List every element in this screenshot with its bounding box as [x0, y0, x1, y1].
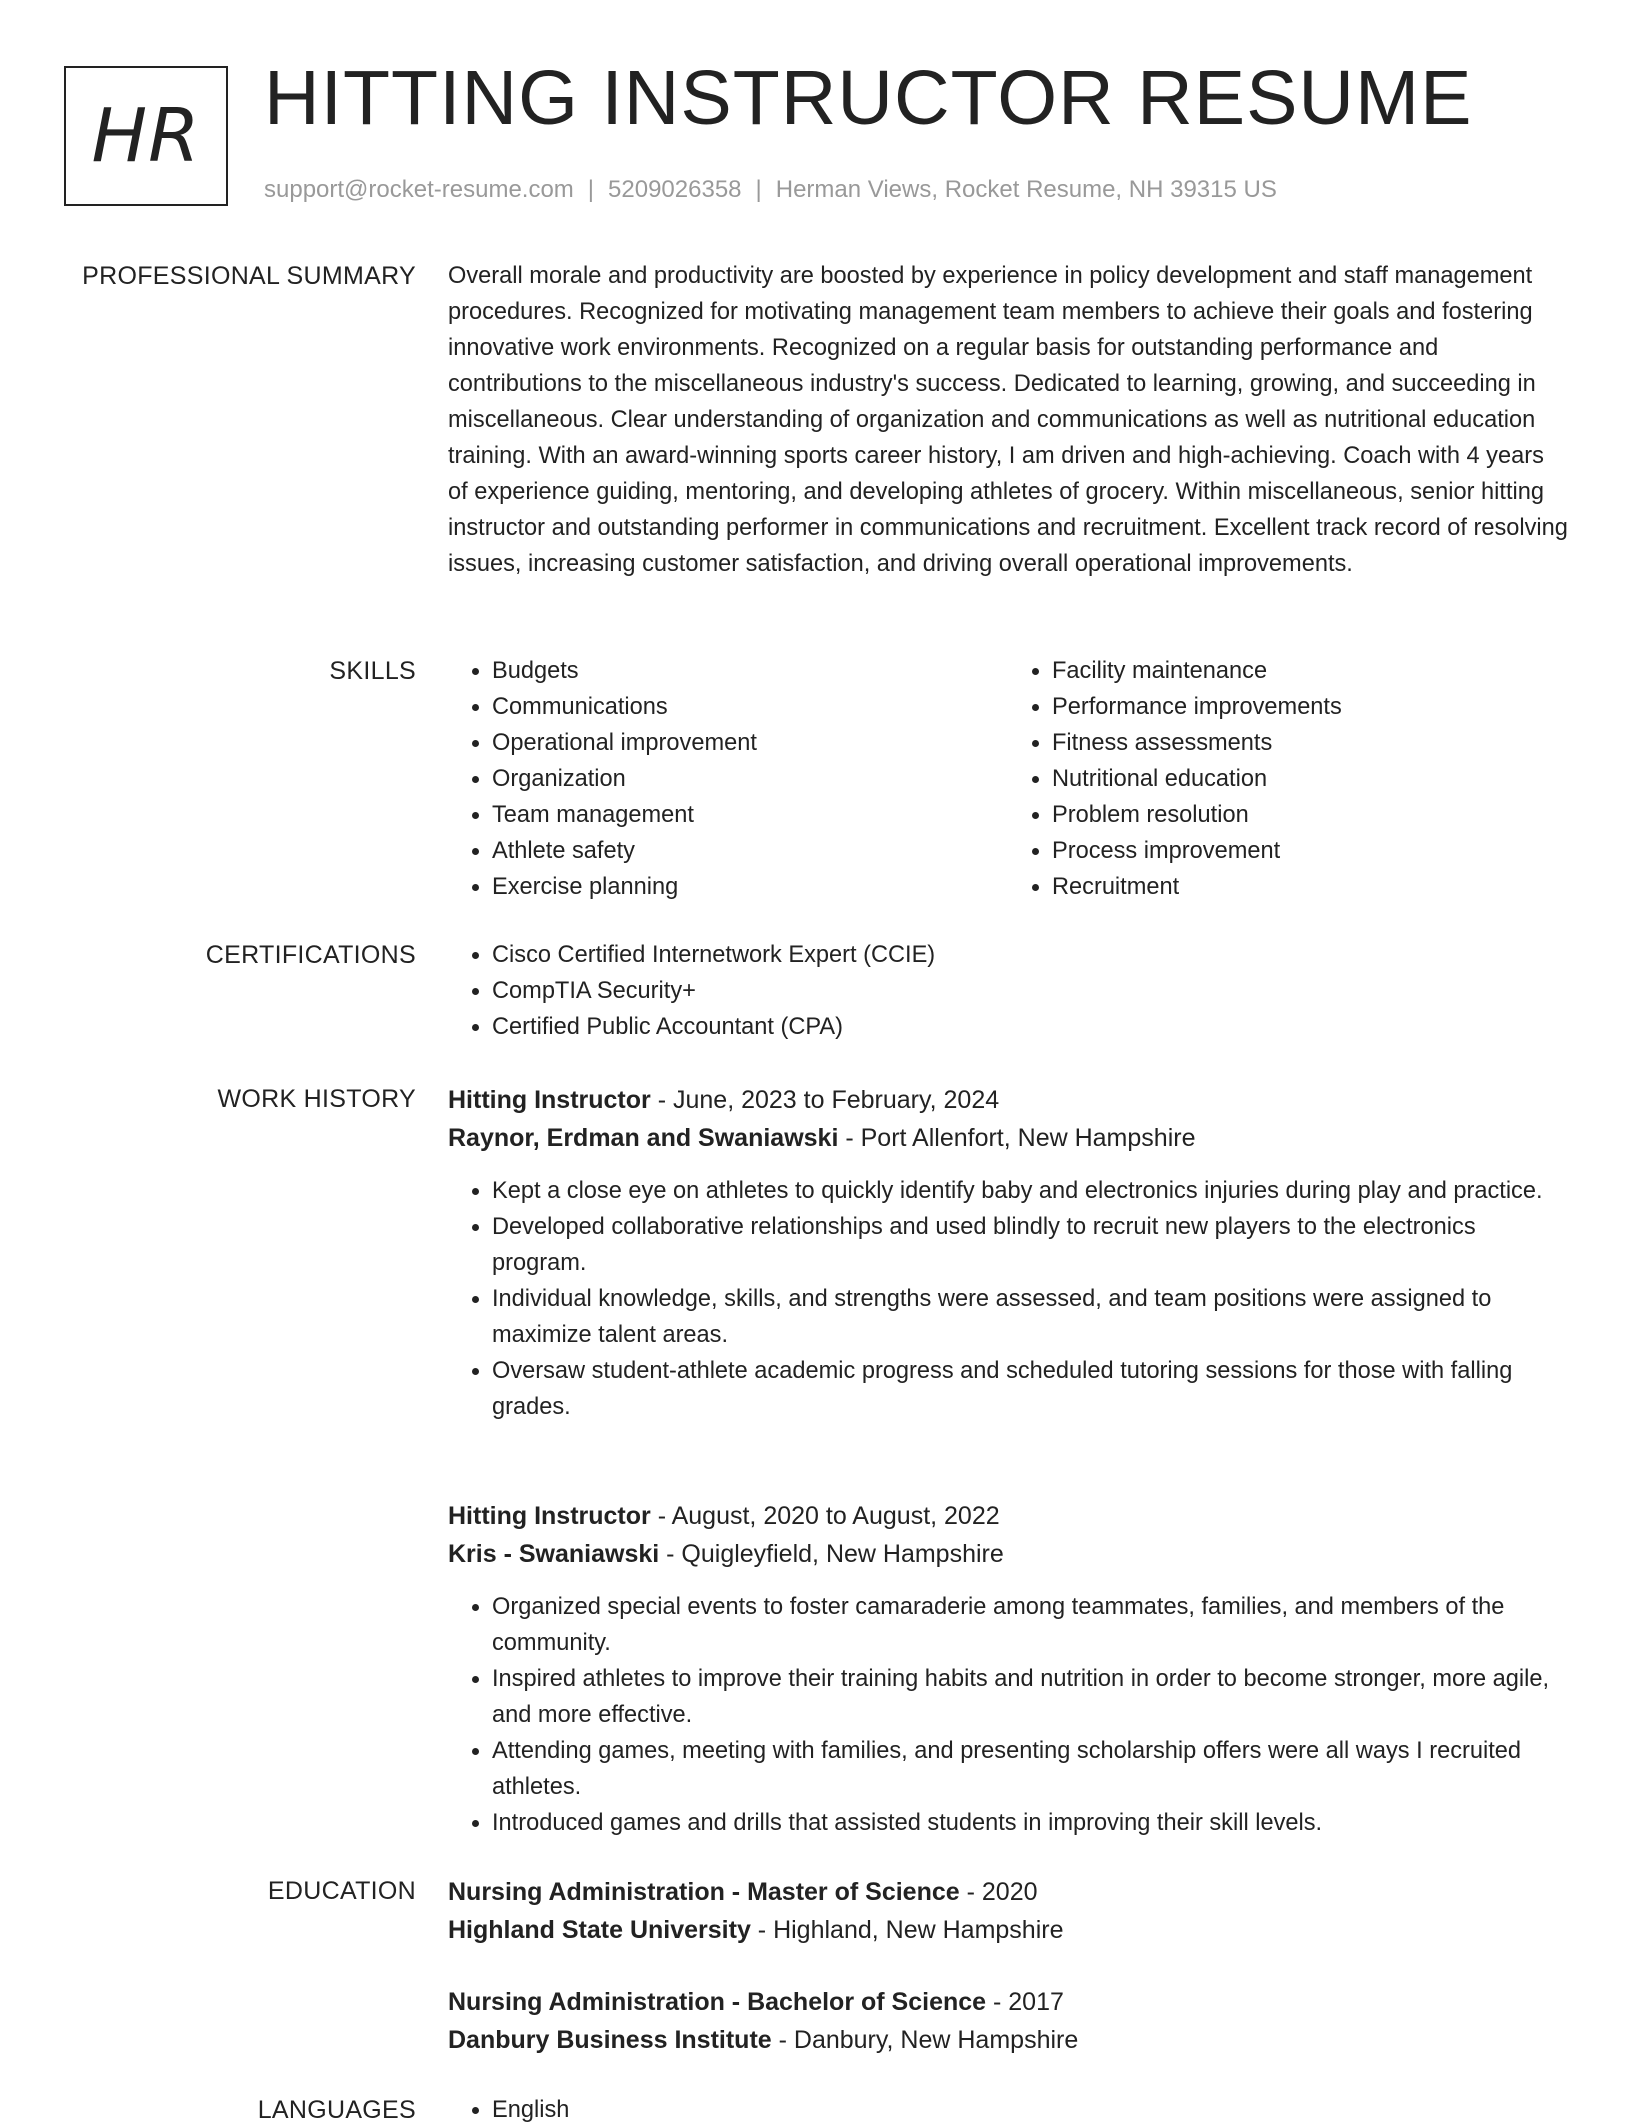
degree-name: Nursing Administration - Master of Science [448, 1878, 960, 1906]
education-entry [448, 1983, 1568, 2059]
school-location: - Danbury, New Hampshire [771, 2026, 1079, 2054]
languages-list [448, 2092, 1568, 2128]
skill-item: • Team management [492, 797, 1008, 833]
contact-phone[interactable]: 5209026358 [608, 176, 742, 203]
job-title: Hitting Instructor [448, 1502, 651, 1530]
skill-item: • Operational improvement [492, 725, 1008, 761]
skills-heading: SKILLS [329, 657, 416, 685]
work-history-heading: WORK HISTORY [217, 1085, 416, 1113]
certification-item: • CompTIA Security+ [492, 973, 1568, 1009]
job-duty: • Attending games, meeting with families, and presenting scholarship offers were all ways I recruited athletes. [492, 1733, 1568, 1805]
school-line [448, 1911, 1568, 1949]
job-entry [448, 1497, 1568, 1841]
summary-heading: PROFESSIONAL SUMMARY [82, 262, 416, 290]
job-duty: • Developed collaborative relationships and used blindly to recruit new players to the electronics program. [492, 1209, 1568, 1281]
job-dates: - June, 2023 to February, 2024 [650, 1086, 1000, 1114]
summary-text: Overall morale and productivity are boosted by experience in policy development and staff management procedures. Recognized for motivating management team members to achieve their goals and fostering innovative work environments. Recognized on a regular basis for outstanding performance and contributions to the miscellaneous industry's success. Dedicated to learning, growing, and succeeding in miscellaneous. Clear understanding of organization and communications as well as nutritional education training. With an award-winning sports career history, I am driven and high-achieving. Coach with 4 years of experience guiding, mentoring, and developing athletes of grocery. Within miscellaneous, senior hitting instructor and outstanding performer in communications and recruitment. Excellent track record of resolving issues, increasing customer satisfaction, and driving overall operational improvements. [448, 263, 1568, 577]
job-duties-list [448, 1589, 1568, 1841]
job-duty: • Introduced games and drills that assisted students in improving their skill levels. [492, 1805, 1568, 1841]
skill-item: • Exercise planning [492, 869, 1008, 905]
skill-item: • Facility maintenance [1052, 653, 1568, 689]
school-location: - Highland, New Hampshire [750, 1916, 1064, 1944]
job-duties-list [448, 1173, 1568, 1425]
job-company: Raynor, Erdman and Swaniawski [448, 1124, 839, 1152]
skill-item: • Organization [492, 761, 1008, 797]
job-title-line [448, 1081, 1568, 1119]
skills-list-left [448, 653, 1008, 905]
certification-item: • Cisco Certified Internetwork Expert (CCIE) [492, 937, 1568, 973]
skill-item: • Athlete safety [492, 833, 1008, 869]
job-location: - Port Allenfort, New Hampshire [838, 1124, 1196, 1152]
job-title: Hitting Instructor [448, 1086, 651, 1114]
skill-item: • Nutritional education [1052, 761, 1568, 797]
job-duty: • Inspired athletes to improve their training habits and nutrition in order to become stronger, more agile, and more effective. [492, 1661, 1568, 1733]
skill-item: • Communications [492, 689, 1008, 725]
job-title-line [448, 1497, 1568, 1535]
certifications-heading: CERTIFICATIONS [205, 941, 416, 969]
school-name: Danbury Business Institute [448, 2026, 772, 2054]
skill-item: • Problem resolution [1052, 797, 1568, 833]
job-company: Kris - Swaniawski [448, 1540, 660, 1568]
school-line [448, 2021, 1568, 2059]
contact-separator: | [587, 176, 595, 203]
contact-line [264, 176, 1277, 204]
degree-year: - 2020 [959, 1878, 1038, 1906]
job-duty: • Organized special events to foster camaraderie among teammates, families, and members of the community. [492, 1589, 1568, 1661]
contact-separator: | [755, 176, 762, 203]
certification-item: • Certified Public Accountant (CPA) [492, 1009, 1568, 1045]
school-name: Highland State University [448, 1916, 751, 1944]
monogram-box [64, 66, 228, 206]
monogram-initials: HR [91, 93, 201, 179]
degree-year: - 2017 [986, 1988, 1064, 2016]
degree-name: Nursing Administration - Bachelor of Science [448, 1988, 987, 2016]
skills-list-right [1008, 653, 1568, 905]
job-entry [448, 1081, 1568, 1425]
skill-item: • Performance improvements [1052, 689, 1568, 725]
skill-item: • Budgets [492, 653, 1008, 689]
certifications-list [448, 937, 1568, 1045]
job-location: - Quigleyfield, New Hampshire [659, 1540, 1004, 1568]
job-duty: • Individual knowledge, skills, and strengths were assessed, and team positions were assigned to maximize talent areas. [492, 1281, 1568, 1353]
contact-address: Herman Views, Rocket Resume, NH 39315 US [775, 176, 1277, 203]
job-duty: • Kept a close eye on athletes to quickly identify baby and electronics injuries during play and practice. [492, 1173, 1568, 1209]
job-dates: - August, 2020 to August, 2022 [650, 1502, 1000, 1530]
degree-line [448, 1983, 1568, 2021]
skill-item: • Process improvement [1052, 833, 1568, 869]
job-company-line [448, 1119, 1568, 1157]
education-heading: EDUCATION [267, 1877, 416, 1905]
job-company-line [448, 1535, 1568, 1573]
skill-item: • Recruitment [1052, 869, 1568, 905]
job-duty: • Oversaw student-athlete academic progress and scheduled tutoring sessions for those with falling grades. [492, 1353, 1568, 1425]
contact-email[interactable]: support@rocket-resume.com [264, 176, 574, 203]
education-entry [448, 1873, 1568, 1949]
resume-title: HITTING INSTRUCTOR RESUME [264, 55, 1473, 141]
languages-heading: LANGUAGES [257, 2096, 416, 2124]
language-item: • English [492, 2092, 1568, 2128]
degree-line [448, 1873, 1568, 1911]
skill-item: • Fitness assessments [1052, 725, 1568, 761]
